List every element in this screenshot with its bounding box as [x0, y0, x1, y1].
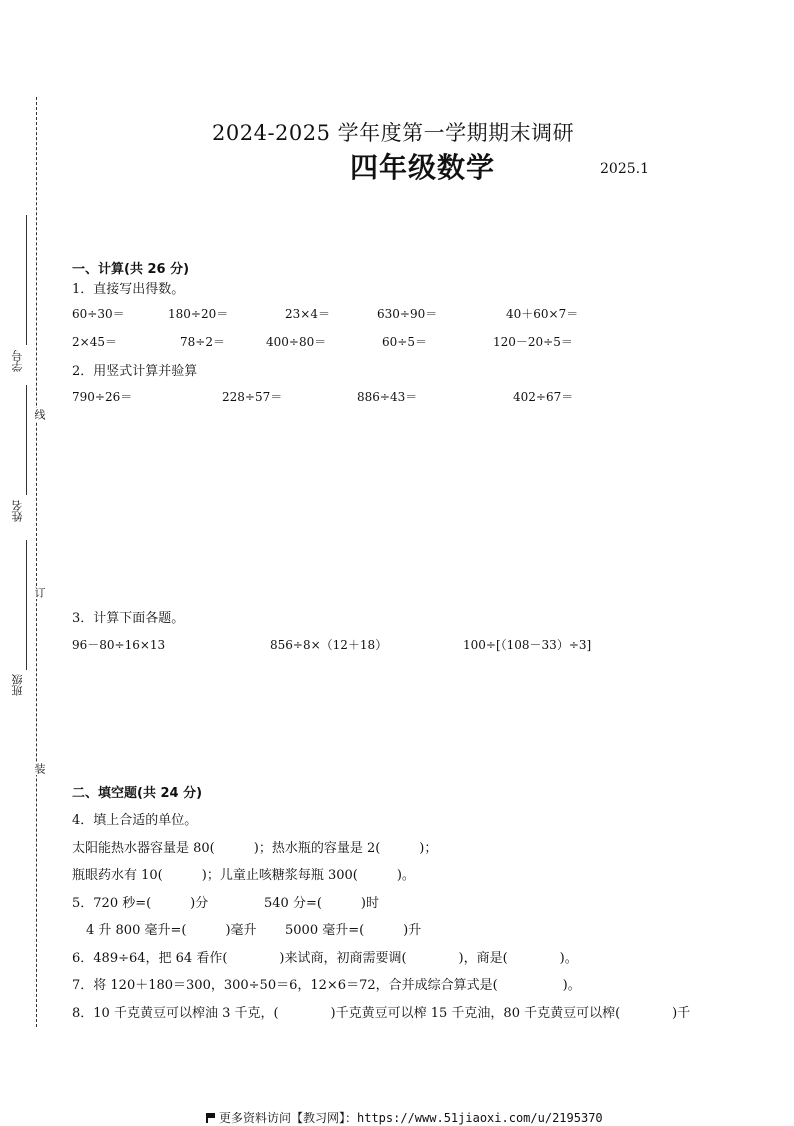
class-label: 班级	[11, 674, 24, 696]
q2-item: 402÷67＝	[513, 390, 574, 404]
binding-word-bind: 订	[33, 587, 46, 598]
q1-item: 78÷2＝	[180, 335, 225, 349]
footer-link[interactable]	[206, 1109, 603, 1126]
q8-text: 8．10 千克黄豆可以榨油 3 千克，( )千克黄豆可以榨 15 千克油，80 千克黄豆可以榨( )千	[72, 1006, 691, 1021]
name-blank	[26, 385, 27, 495]
q4-title: 4．填上合适的单位。	[72, 813, 198, 828]
binding-word-line: 线	[33, 409, 46, 420]
q5-item: 540 分=( )时	[264, 896, 379, 911]
student-id-label: 学号	[11, 350, 24, 372]
q5-item: 5．720 秒=( )分	[72, 896, 209, 911]
flag-icon	[206, 1113, 215, 1123]
q3-item: 100÷[（108－33）÷3]	[463, 638, 592, 652]
q1-item: 400÷80＝	[266, 335, 327, 349]
q4-line: 太阳能热水器容量是 80( )；热水瓶的容量是 2( )；	[72, 841, 438, 856]
q5-item: 5000 毫升=( )升	[285, 923, 422, 938]
binding-dashed-line	[36, 97, 37, 1027]
q3-item: 96－80÷16×13	[72, 638, 166, 652]
name-label: 姓名	[11, 500, 24, 522]
q2-item: 228÷57＝	[222, 390, 283, 404]
q3-item: 856÷8×（12＋18）	[270, 638, 388, 652]
exam-subject: 四年级数学	[350, 151, 496, 184]
exam-date: 2025.1	[600, 161, 649, 177]
q5-item: 4 升 800 毫升=( )毫升	[86, 923, 257, 938]
q7-text: 7．将 120＋180＝300，300÷50＝6，12×6＝72，合并成综合算式是( )。	[72, 978, 581, 993]
q1-item: 23×4＝	[285, 307, 330, 321]
q1-item: 180÷20＝	[168, 307, 229, 321]
q1-item: 60÷5＝	[382, 335, 427, 349]
q2-item: 886÷43＝	[357, 390, 418, 404]
q2-item: 790÷26＝	[72, 390, 133, 404]
q1-item: 120－20÷5＝	[493, 335, 573, 349]
section2-heading: 二、填空题(共 24 分)	[72, 786, 203, 801]
binding-word-pack: 装	[33, 763, 46, 774]
q1-item: 40＋60×7＝	[506, 307, 579, 321]
q1-title: 1．直接写出得数。	[72, 282, 185, 297]
q1-item: 60÷30＝	[72, 307, 125, 321]
q6-text: 6．489÷64，把 64 看作( )来试商，初商需要调( )，商是( )。	[72, 951, 578, 966]
q1-item: 630÷90＝	[377, 307, 438, 321]
section1-heading: 一、计算(共 26 分)	[72, 262, 190, 277]
q3-title: 3．计算下面各题。	[72, 611, 185, 626]
q1-item: 2×45＝	[72, 335, 117, 349]
footer-text: 更多资料访问【教习网】：https://www.51jiaoxi.com/u/2195370	[219, 1111, 603, 1125]
class-blank	[26, 540, 27, 670]
q2-title: 2．用竖式计算并验算	[72, 364, 198, 379]
q4-line: 瓶眼药水有 10( )；儿童止咳糖浆每瓶 300( )。	[72, 868, 415, 883]
exam-title: 2024-2025 学年度第一学期期末调研	[212, 121, 575, 145]
student-id-blank	[26, 215, 27, 345]
